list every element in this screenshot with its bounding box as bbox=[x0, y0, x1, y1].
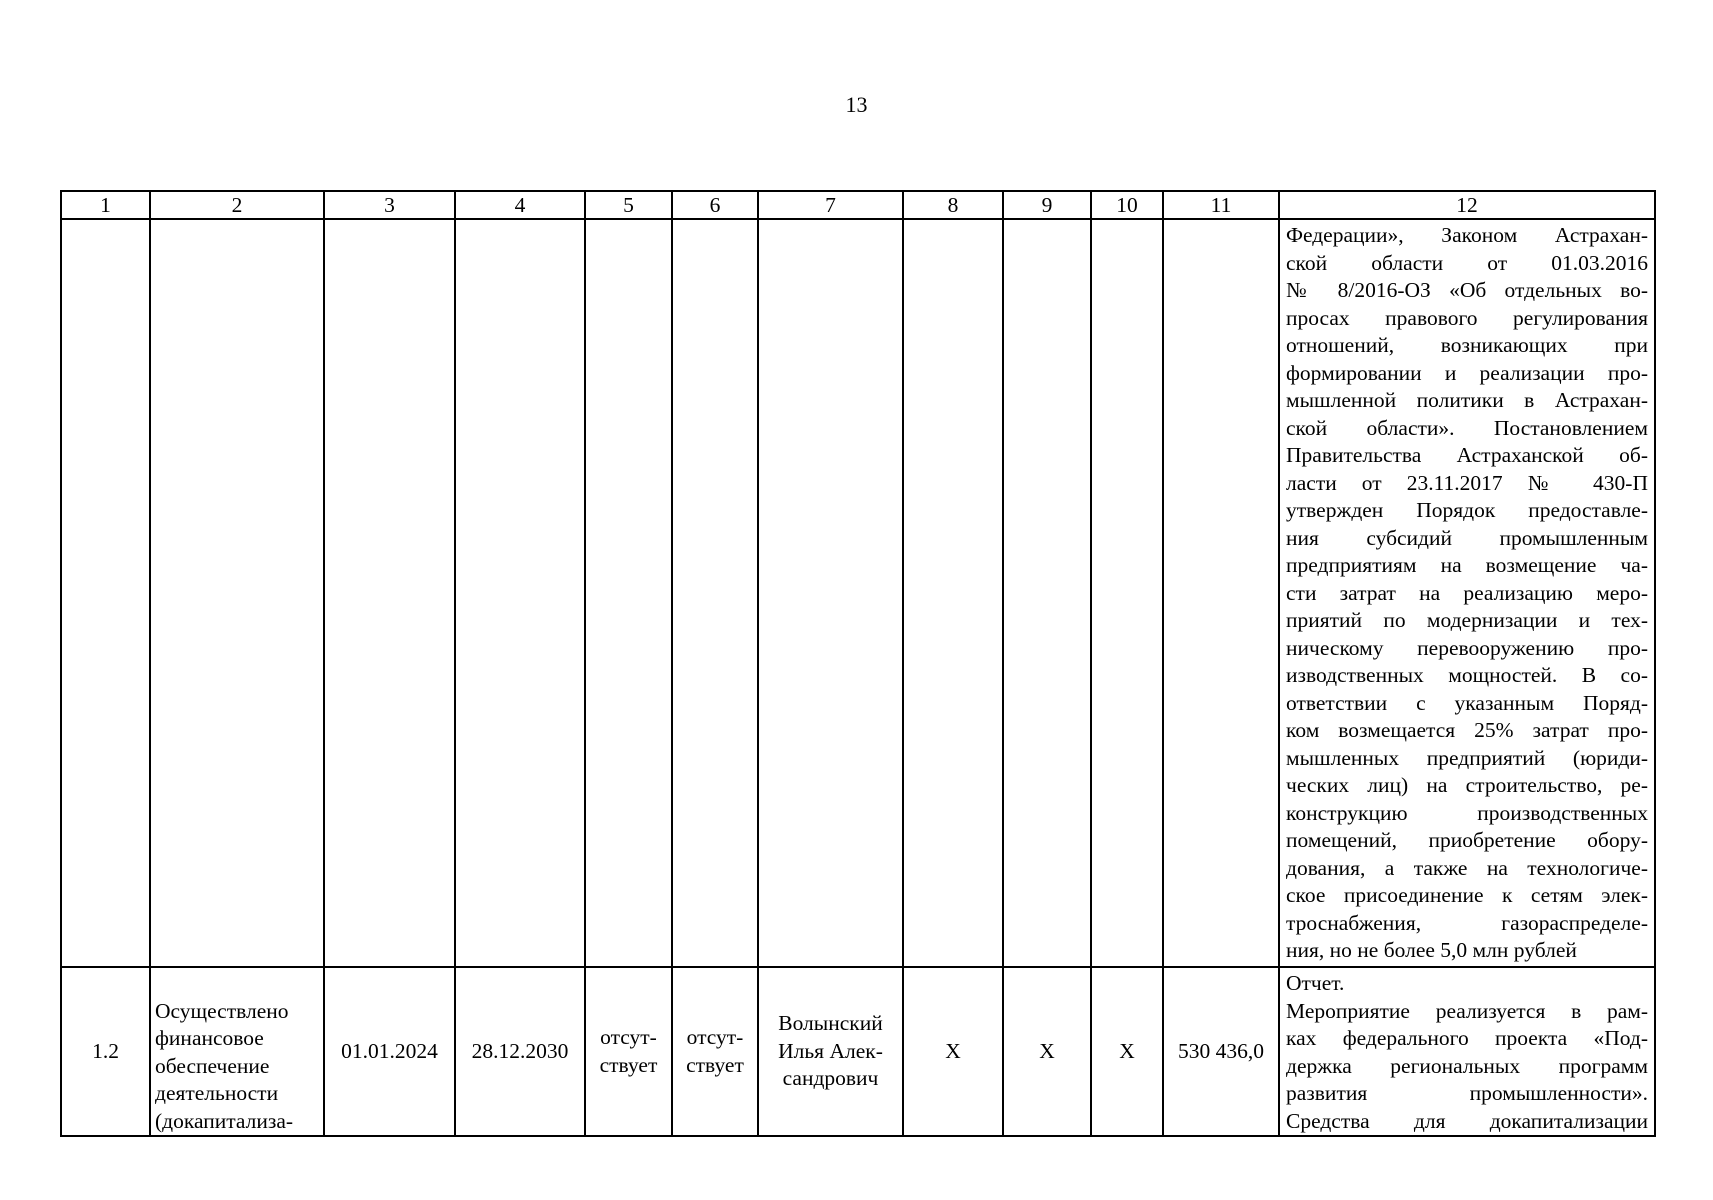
column-number: 12 bbox=[1279, 191, 1655, 219]
empty-cell bbox=[61, 219, 150, 967]
responsible-person bbox=[758, 967, 903, 1136]
text-line: приятий по модернизации и тех- bbox=[1286, 608, 1648, 632]
notes-cell bbox=[1279, 219, 1655, 967]
text-line: просах правового регулирования bbox=[1286, 305, 1648, 330]
column-number: 9 bbox=[1003, 191, 1091, 219]
text-line: конструкцию производственных bbox=[1286, 800, 1648, 825]
col9-value: X bbox=[1003, 967, 1091, 1136]
column-number: 7 bbox=[758, 191, 903, 219]
text-line: Правительства Астраханской об- bbox=[1286, 443, 1648, 467]
text-line: ской области от 01.03.2016 bbox=[1286, 250, 1648, 275]
text-line: № 8/2016-ОЗ «Об отдельных во- bbox=[1286, 278, 1648, 302]
text-line: ках федерального проекта «Под- bbox=[1286, 1026, 1648, 1050]
text-line: ческих лиц) на строительство, ре- bbox=[1286, 773, 1648, 797]
text-line: Федерации», Законом Астрахан- bbox=[1286, 223, 1648, 247]
column-number: 11 bbox=[1163, 191, 1279, 219]
table-row-1-2 bbox=[61, 967, 1655, 1136]
table-row-continuation bbox=[61, 219, 1655, 967]
text-line: ния, но не более 5,0 млн рублей bbox=[1286, 938, 1577, 962]
text-line: деятельности bbox=[155, 1081, 279, 1105]
text-line: Волынский bbox=[778, 1011, 883, 1036]
column-number: 6 bbox=[672, 191, 758, 219]
text-line: ническому перевооружению про- bbox=[1286, 635, 1648, 660]
col8-value: X bbox=[903, 967, 1003, 1136]
text-line: предприятиям на возмещение ча- bbox=[1286, 553, 1648, 577]
text-line: Мероприятие реализуется в рам- bbox=[1286, 998, 1648, 1023]
empty-cell bbox=[1003, 219, 1091, 967]
text-line: ствует bbox=[686, 1052, 744, 1077]
text-line: мышленной политики в Астрахан- bbox=[1286, 388, 1648, 412]
text-line: отсут- bbox=[686, 1025, 744, 1049]
empty-cell bbox=[324, 219, 455, 967]
col5-value bbox=[585, 967, 672, 1136]
empty-cell bbox=[150, 219, 324, 967]
item-name bbox=[150, 967, 324, 1136]
column-number-row bbox=[61, 191, 1655, 219]
text-line: помещений, приобретение обору- bbox=[1286, 828, 1648, 852]
amount: 530 436,0 bbox=[1163, 967, 1279, 1136]
text-line: мышленных предприятий (юриди- bbox=[1286, 745, 1648, 770]
column-number: 4 bbox=[455, 191, 585, 219]
end-date: 28.12.2030 bbox=[455, 967, 585, 1136]
text-line: развития промышленности». bbox=[1286, 1081, 1648, 1105]
text-line: формировании и реализации про- bbox=[1286, 360, 1648, 385]
text-line: сандрович bbox=[782, 1066, 879, 1091]
col6-value bbox=[672, 967, 758, 1136]
column-number: 10 bbox=[1091, 191, 1163, 219]
text-line: ком возмещается 25% затрат про- bbox=[1286, 718, 1648, 742]
plan-table bbox=[60, 190, 1656, 1137]
text-line: отсут- bbox=[600, 1025, 657, 1049]
empty-cell bbox=[903, 219, 1003, 967]
col10-value: X bbox=[1091, 967, 1163, 1136]
column-number: 3 bbox=[324, 191, 455, 219]
text-line: утвержден Порядок предоставле- bbox=[1286, 498, 1648, 522]
start-date: 01.01.2024 bbox=[324, 967, 455, 1136]
text-line: изводственных мощностей. В со- bbox=[1286, 663, 1648, 687]
text-line: ской области». Постановлением bbox=[1286, 415, 1648, 440]
text-line: сти затрат на реализацию меро- bbox=[1286, 580, 1648, 605]
text-line: дования, а также на технологиче- bbox=[1286, 855, 1648, 880]
text-line: финансовое bbox=[155, 1026, 264, 1050]
column-number: 5 bbox=[585, 191, 672, 219]
text-line: ское присоединение к сетям элек- bbox=[1286, 883, 1648, 907]
text-line: ствует bbox=[599, 1052, 658, 1077]
notes-cell bbox=[1279, 967, 1655, 1136]
item-number: 1.2 bbox=[61, 967, 150, 1136]
text-line: (докапитализа- bbox=[155, 1108, 294, 1133]
text-line: отношений, возникающих при bbox=[1286, 333, 1648, 357]
empty-cell bbox=[455, 219, 585, 967]
column-number: 8 bbox=[903, 191, 1003, 219]
text-line: ответствии с указанным Поряд- bbox=[1286, 690, 1648, 715]
page-number: 13 bbox=[845, 92, 868, 117]
column-number: 2 bbox=[150, 191, 324, 219]
empty-cell bbox=[1091, 219, 1163, 967]
text-line: троснабжения, газораспределе- bbox=[1286, 910, 1648, 935]
empty-cell bbox=[672, 219, 758, 967]
column-number: 1 bbox=[61, 191, 150, 219]
empty-cell bbox=[758, 219, 903, 967]
text-line: Илья Алек- bbox=[778, 1038, 883, 1063]
text-line: Отчет. bbox=[1286, 971, 1345, 995]
empty-cell bbox=[585, 219, 672, 967]
text-line: обеспечение bbox=[155, 1053, 270, 1078]
text-line: Осуществлено bbox=[155, 998, 289, 1023]
text-line: держка региональных программ bbox=[1286, 1053, 1648, 1078]
text-line: ния субсидий промышленным bbox=[1286, 525, 1648, 550]
text-line: Средства для докапитализации bbox=[1286, 1108, 1648, 1133]
text-line: ласти от 23.11.2017 № 430-П bbox=[1286, 470, 1648, 495]
empty-cell bbox=[1163, 219, 1279, 967]
